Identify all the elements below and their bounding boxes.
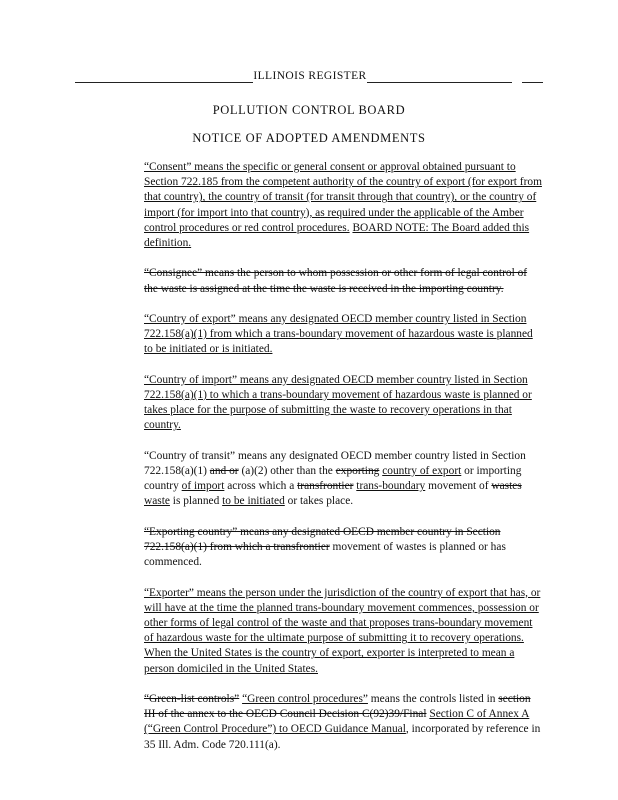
added-text: “Consent” means the specific or general consent or approval obtained pursuant to Section 722.185 from the competent authority of the country of export (for export from that country), the country of transit (for transit through that country), or the country of import (for import into that country), as required under the applicable of the Amber control procedures or red control procedures.	[144, 161, 542, 234]
text: across which a	[224, 480, 298, 493]
register-title: ILLINOIS REGISTER	[253, 70, 367, 82]
definition-exporter	[144, 586, 542, 677]
deleted-text: transfrontier	[297, 480, 354, 493]
text: is planned	[169, 495, 223, 508]
added-text: “Country of import” means any designated OECD member country listed in Section 722.158(a)(1) to which a trans-boundary movement of hazardous waste is planned or takes place for the purpose of submitting the waste to recovery operations in that country.	[144, 373, 532, 432]
header-rule-left	[75, 82, 253, 83]
definition-consent	[144, 160, 542, 251]
header-rule-tail	[522, 82, 543, 83]
text: movement of wastes is planned or has commenced.	[144, 541, 506, 569]
deleted-text: “Exporting country” means any designated OECD member country in Section 722.158(a)(1) from which a transfrontier	[144, 525, 501, 553]
notice-title: NOTICE OF ADOPTED AMENDMENTS	[192, 131, 426, 145]
added-text: waste	[144, 495, 170, 508]
added-text: of import	[181, 480, 225, 493]
added-text: BOARD NOTE: The Board added this definition.	[144, 221, 530, 250]
text: means the controls listed in	[367, 693, 499, 705]
definitions-body	[144, 160, 542, 768]
board-title: POLLUTION CONTROL BOARD	[212, 103, 406, 117]
deleted-text: and or	[209, 465, 239, 477]
text: (a)(2) other than the	[238, 465, 336, 477]
added-text: country of export	[382, 465, 462, 477]
definition-green-control-procedures	[144, 692, 542, 753]
text: or takes place.	[284, 495, 354, 508]
deleted-text: exporting	[335, 465, 380, 477]
deleted-text: “Consignee” means the person to whom possession or other form of legal control of the waste is assigned at the time the waste is received in the importing country.	[144, 267, 528, 295]
text: “Country of transit” means any designated OECD member country listed in Section 722.158(a)(1)	[144, 449, 526, 477]
added-text: “Country of export” means any designated OECD member country listed in Section 722.158(a)(1) from which a trans-boundary movement of hazardous waste is planned to be initiated or is initiated.	[144, 313, 533, 356]
text: or importing country	[144, 465, 522, 493]
deleted-text: wastes	[491, 480, 522, 493]
definition-country-of-transit	[144, 449, 542, 510]
definition-exporting-country	[144, 525, 542, 571]
definition-country-of-import	[144, 373, 542, 434]
added-text: trans-boundary	[356, 480, 426, 493]
added-text: “Exporter” means the person under the jurisdiction of the country of export that has, or will have at the time the planned trans-boundary movement commences, possession or other forms of legal control of the waste and that proposes trans-boundary movement of hazardous waste for the ultimate purpose of submitting it to recovery operations. When the United States is the country of export, exporter is interpreted to mean a person domiciled in the United States.	[144, 586, 541, 675]
register-header	[75, 70, 543, 83]
deleted-text: section III of the annex to the OECD Council Decision C(92)39/Final	[144, 693, 531, 721]
header-rule-right	[367, 82, 512, 83]
added-text: to be initiated	[222, 495, 285, 508]
added-text: Section C of Annex A (“Green Control Procedure”) to OECD Guidance Manual	[144, 708, 530, 736]
added-text: “Green control procedures”	[242, 693, 368, 705]
definition-consignee	[144, 266, 542, 296]
definition-country-of-export	[144, 312, 542, 358]
text: , incorporated by reference in 35 Ill. Adm. Code 720.111(a).	[144, 723, 541, 751]
text: movement of	[425, 480, 492, 493]
deleted-text: “Green-list controls”	[144, 693, 240, 705]
